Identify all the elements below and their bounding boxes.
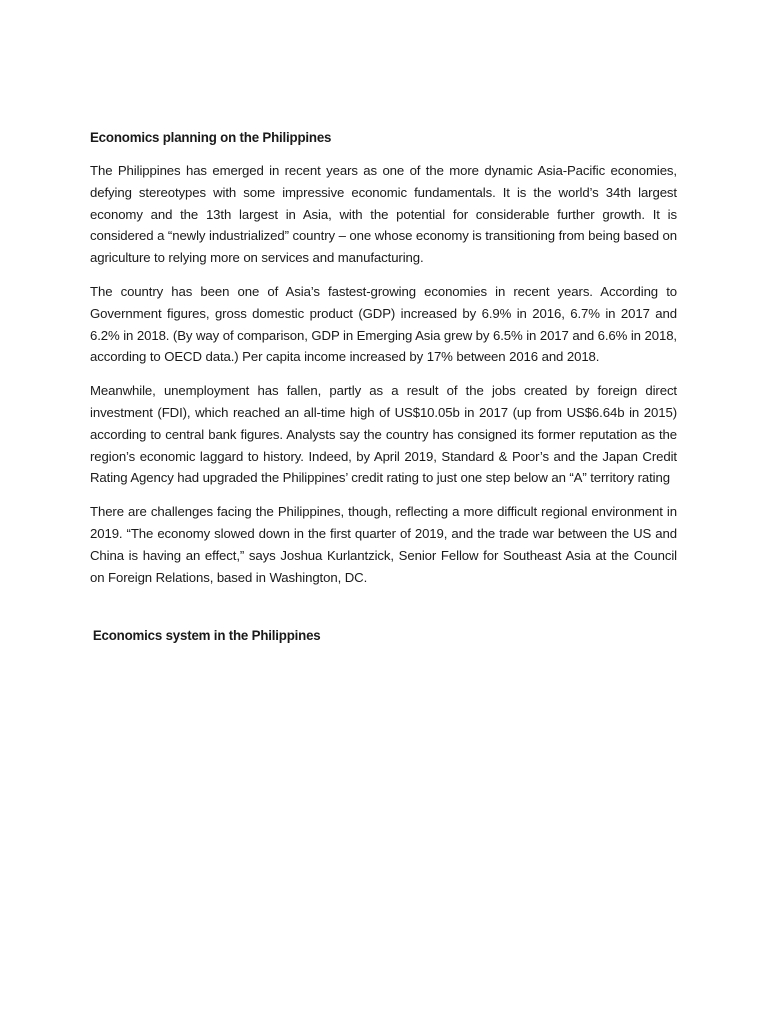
paragraph-overview: The Philippines has emerged in recent years as one of the more dynamic Asia-Pacific economies, defying stereotypes with some impressive economic fundamentals. It is the world’s 34th largest economy and the 13th largest in Asia, with the potential for considerable further growth. It is considered a “newly industrialized” country – one whose economy is transitioning from being based on agriculture to relying more on services and manufacturing. [90, 163, 677, 266]
paragraph-unemployment: Meanwhile, unemployment has fallen, partly as a result of the jobs created by foreign direct investment (FDI), which reached an all-time high of US$10.05b in 2017 (up from US$6.64b in 2015) according to central bank figures. Analysts say the country has consigned its former reputation as the region’s economic laggard to history. Indeed, by April 2019, Standard & Poor’s and the Japan Credit Rating Agency had upgraded the Philippines’ credit rating to just one step below an “A” territory rating [90, 383, 677, 486]
section-heading-system: Economics system in the Philippines [92, 627, 321, 644]
paragraph-challenges: There are challenges facing the Philippines, though, reflecting a more difficult regional environment in 2019. “The economy slowed down in the first quarter of 2019, and the trade war between the US and China is having an effect,” says Joshua Kurlantzick, Senior Fellow for Southeast Asia at the Council on Foreign Relations, based in Washington, DC. [90, 504, 677, 585]
document-body [90, 126, 677, 658]
paragraph-growth: The country has been one of Asia’s fastest-growing economies in recent years. According to Government figures, gross domestic product (GDP) increased by 6.9% in 2016, 6.7% in 2017 and 6.2% in 2018. (By way of comparison, GDP in Emerging Asia grew by 6.5% in 2017 and 6.6% in 2018, according to OECD data.) Per capita income increased by 17% between 2016 and 2018. [90, 283, 677, 365]
section-heading-planning: Economics planning on the Philippines [90, 129, 332, 145]
